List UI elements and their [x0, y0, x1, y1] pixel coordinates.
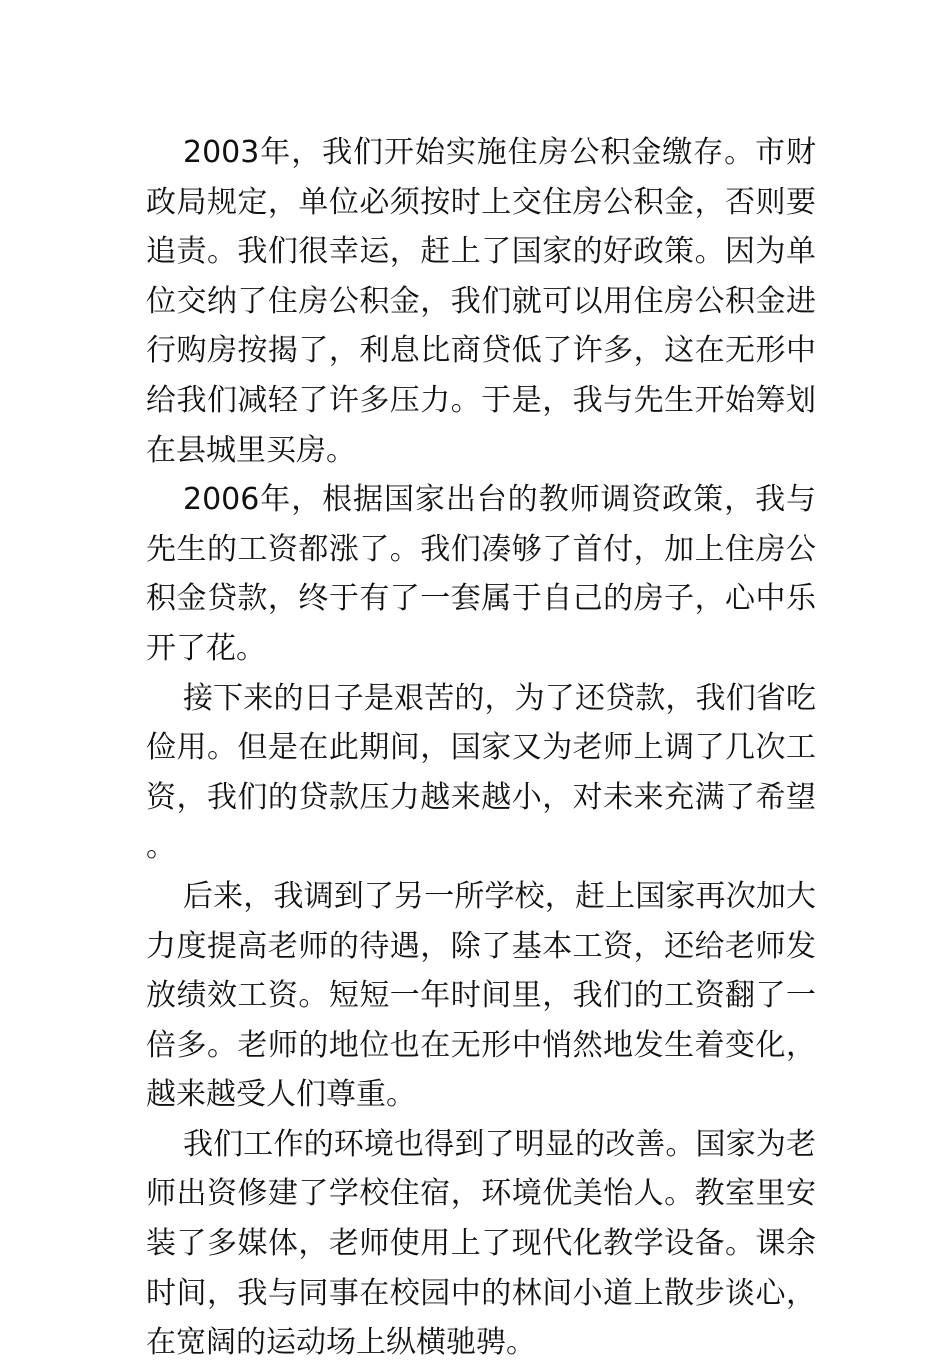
paragraph-2003-housing-fund: 2003年，我们开始实施住房公积金缴存。市财政局规定，单位必须按时上交住房公积金，否则要追责。我们很幸运，赶上了国家的好政策。因为单位交纳了住房公积金，我们就可以用住房公积金进行购房按揭了，利息比商贷低了许多，这在无形中给我们减轻了许多压力。于是，我与先生开始筹划在县城里买房。	[146, 135, 816, 468]
paragraph-2006-salary-raise: 2006年，根据国家出台的教师调资政策，我与先生的工资都涨了。我们凑够了首付，加上住房公积金贷款，终于有了一套属于自己的房子，心中乐开了花。	[146, 482, 816, 666]
article-body	[146, 128, 816, 1368]
paragraph-loan-repayment: 接下来的日子是艰苦的，为了还贷款，我们省吃俭用。但是在此期间，国家又为老师上调了几次工资，我们的贷款压力越来越小，对未来充满了希望。	[146, 680, 816, 865]
paragraph-school-transfer: 后来，我调到了另一所学校，赶上国家再次加大力度提高老师的待遇，除了基本工资，还给老师发放绩效工资。短短一年时间里，我们的工资翻了一倍多。老师的地位也在无形中悄然地发生着变化，越来越受人们尊重。	[146, 878, 816, 1113]
paragraph-work-environment: 我们工作的环境也得到了明显的改善。国家为老师出资修建了学校住宿，环境优美怡人。教室里安装了多媒体，老师使用上了现代化教学设备。课余时间，我与同事在校园中的林间小道上散步谈心，在宽阔的运动场上纵横驰骋。	[146, 1126, 816, 1361]
